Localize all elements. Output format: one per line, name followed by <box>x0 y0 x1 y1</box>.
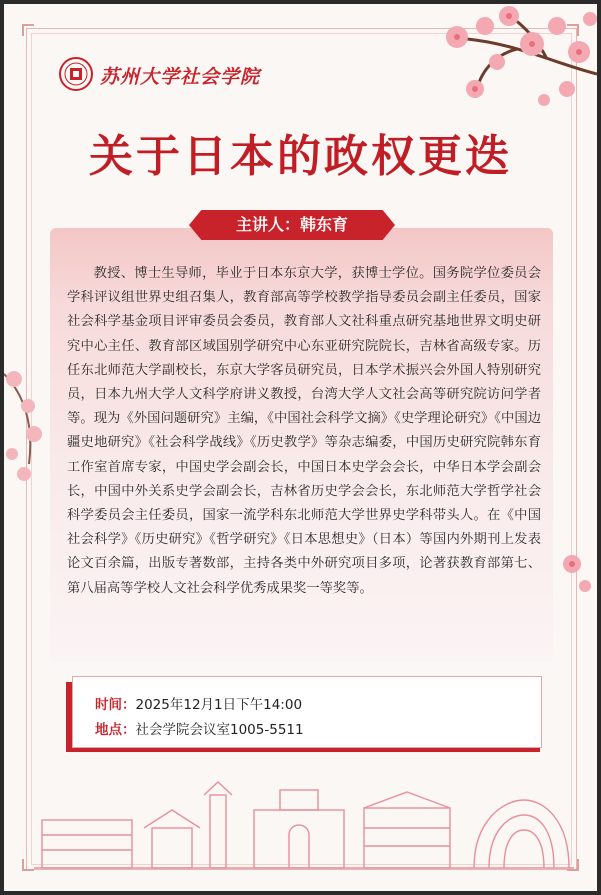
cherry-blossom-decoration <box>397 4 597 134</box>
city-skyline-illustration <box>34 780 574 870</box>
info-box <box>72 676 542 748</box>
frame-corner <box>22 24 34 36</box>
university-seal-icon <box>58 56 94 92</box>
school-name: 苏州大学社会学院 <box>100 66 261 88</box>
time-value: 2025年12月1日下午14:00 <box>135 697 303 713</box>
place-label: 地点： <box>95 722 136 738</box>
time-label: 时间： <box>95 697 136 713</box>
page-title: 关于日本的政权更迭 <box>89 131 512 182</box>
lecture-poster <box>4 4 597 891</box>
speaker-bio: 教授、博士生导师，毕业于日本东京大学，获博士学位。国务院学位委员会学科评议组世界史组召集人，教育部高等学校教学指导委员会副主任委员，国家社会科学基金项目评审委员会委员，教育部人文社科重点研究基地世界文明史研究中心主任、教育部区域国别学研究中心东亚研究院院长，吉林省高级专家。历任东北师范大学副校长，东京大学客员研究员，日本学术振兴会外国人特别研究员，日本九州大学人文科学府讲义教授，台湾大学人文社会高等研究院访问学者等。现为《外国问题研究》主编，《中国社会科学文摘》《史学理论研究》《中国边疆史地研究》《社会科学战线》《历史教学》等杂志编委，中国历史研究院韩东育工作室首席专家，中国史学会副会长，中国日本史学会会长，中华日本学会副会长，中国中外关系史学会副会长，吉林省历史学会会长，东北师范大学哲学社会科学委员会主任委员，国家一流学科东北师范大学世界史学科带头人。在《中国社会科学》《历史研究》《哲学研究》《日本思想史》（日本）等国内外期刊上发表论文百余篇，出版专著数部，主持各类中外研究项目多项，论著获教育部第七、第八届高等学校人文社会科学优秀成果奖一等奖等。 <box>67 266 541 596</box>
place-row <box>95 718 304 738</box>
frame-corner <box>22 859 34 871</box>
cherry-blossom-decoration <box>547 544 597 604</box>
speaker-label: 主讲人：韩东育 <box>235 215 348 234</box>
time-row <box>95 693 302 713</box>
event-info-box <box>66 676 540 748</box>
speaker-banner <box>189 210 395 240</box>
place-value: 社会学院会议室1005-5511 <box>135 722 304 738</box>
